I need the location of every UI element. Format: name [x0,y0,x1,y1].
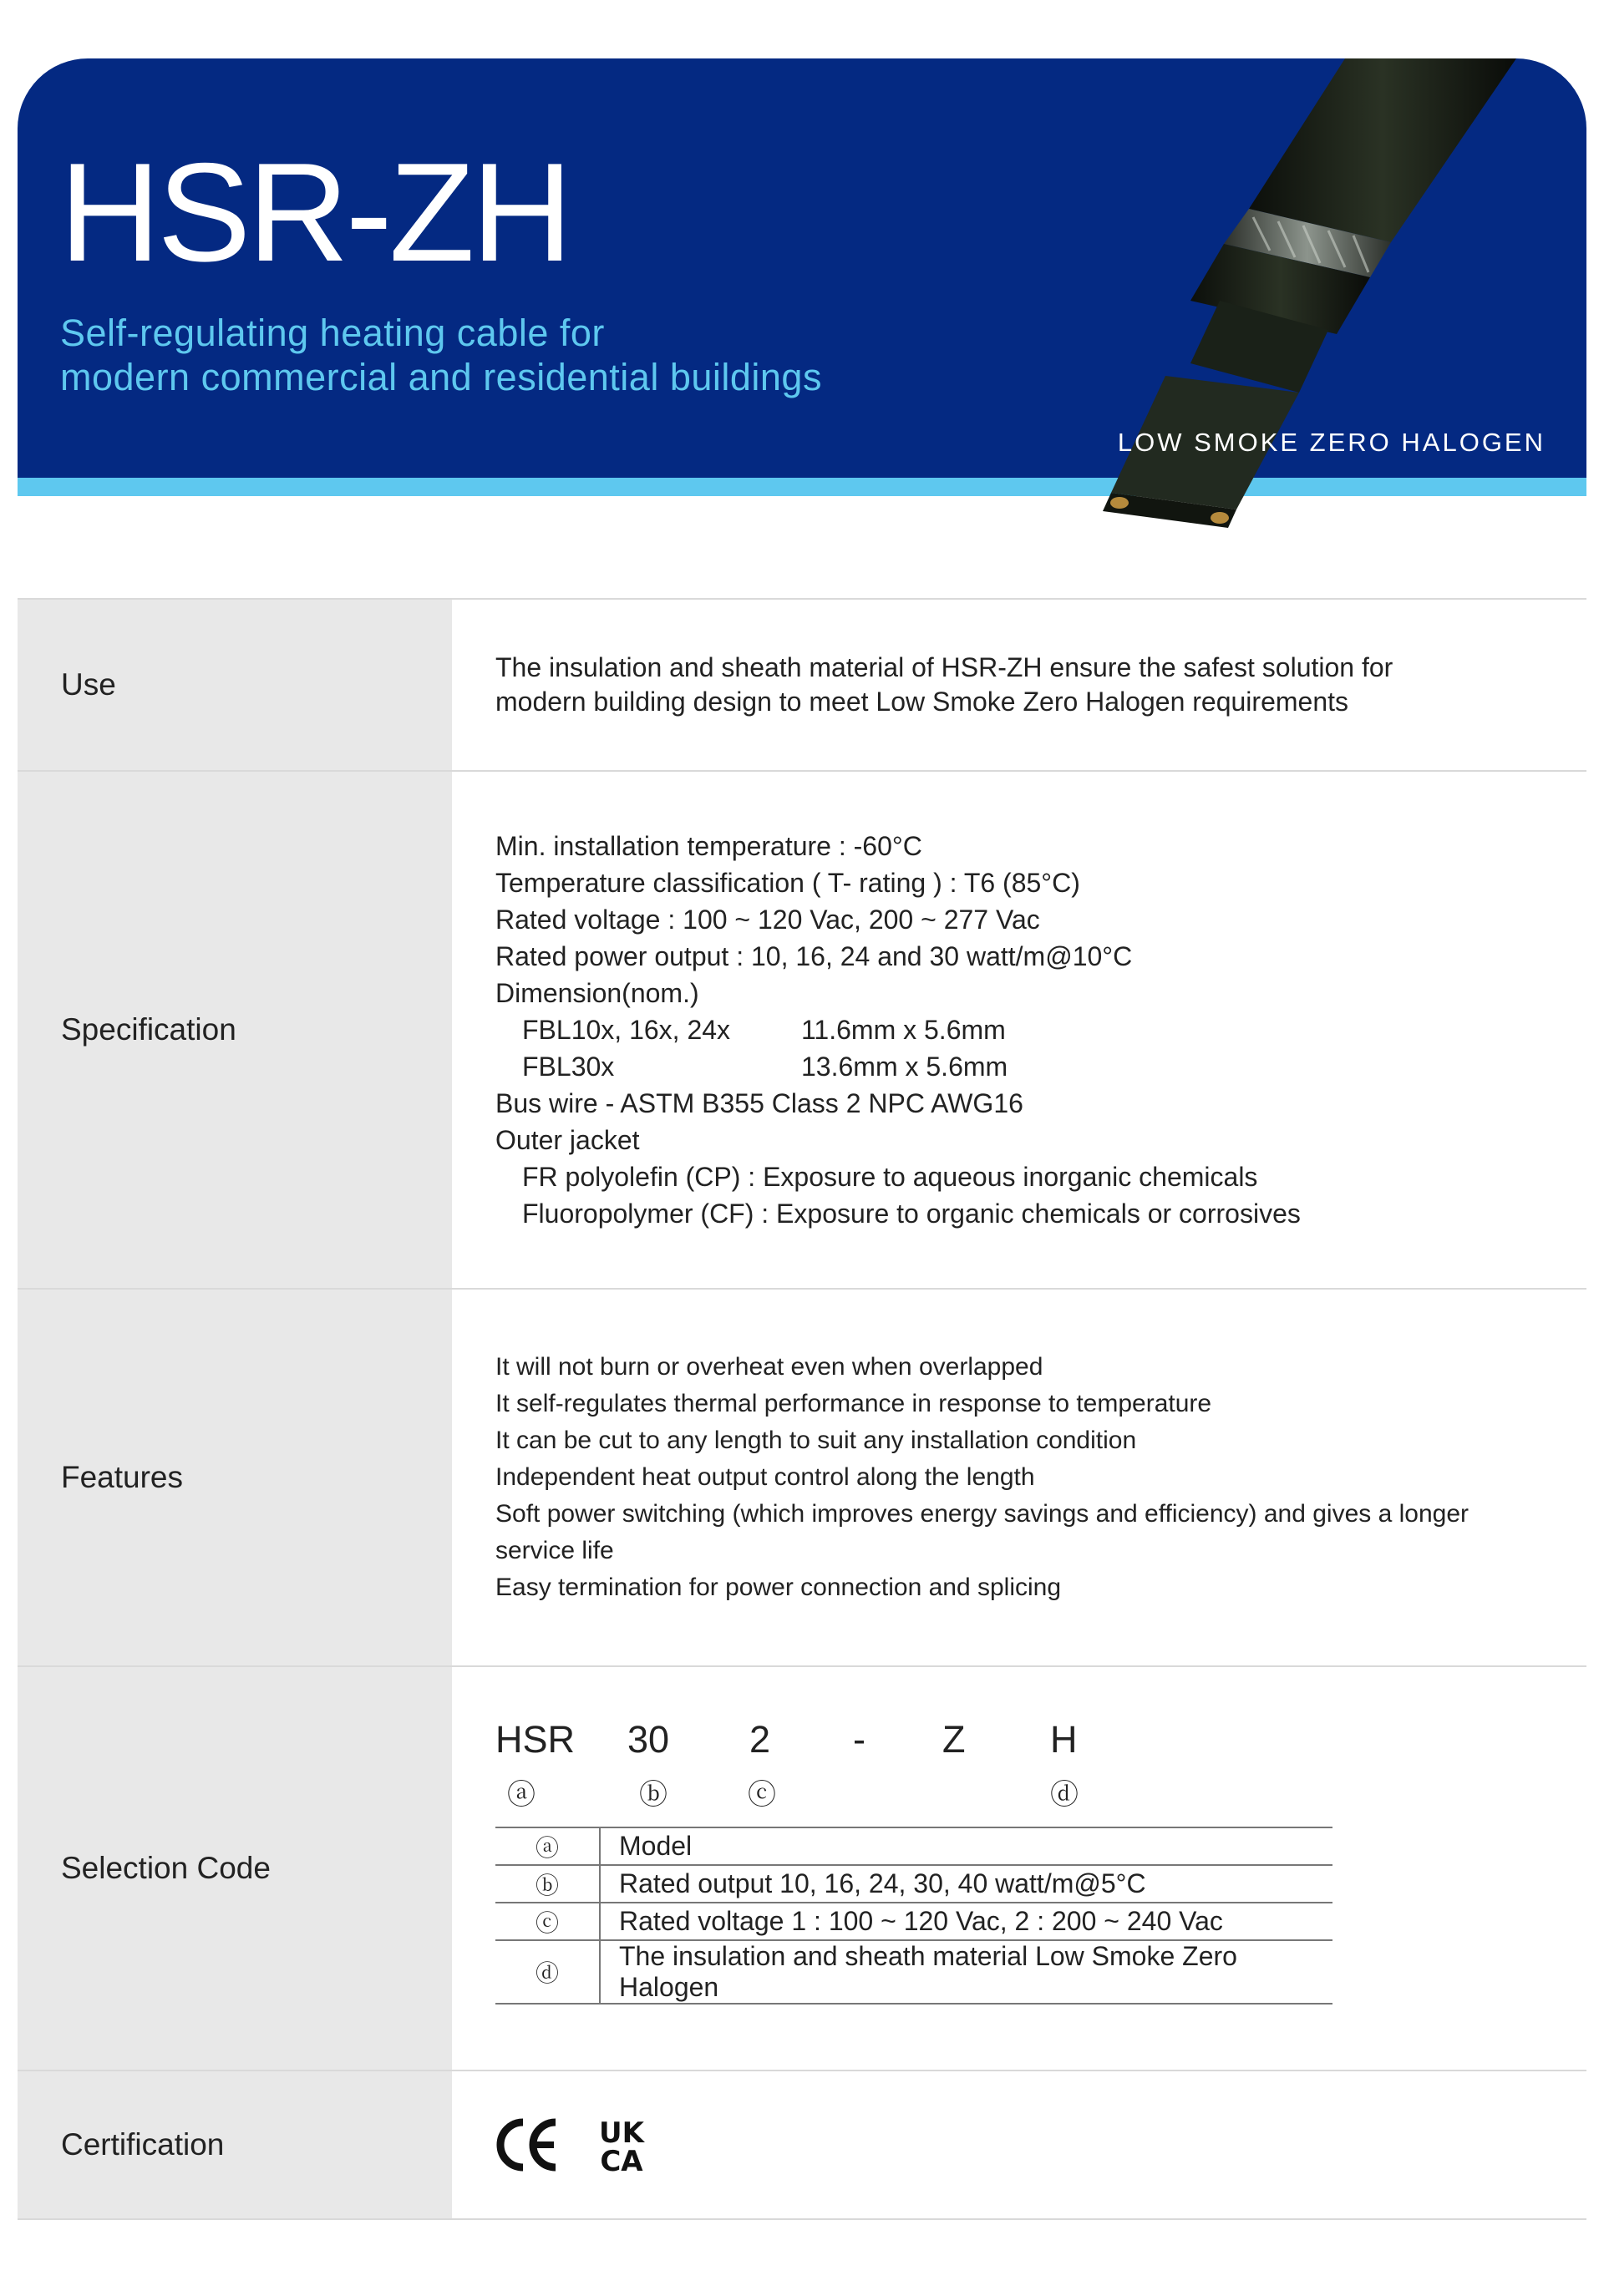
selection-code-table [495,1827,1332,2005]
table-cell-mark: ⓐ [495,1827,600,1865]
ukca-top-text: UK [599,2116,644,2150]
table-row [495,1865,1332,1903]
row-label-selection-code: Selection Code [18,1667,452,2070]
dimension-size: 13.6mm x 5.6mm [801,1052,1008,1082]
table-row [495,1903,1332,1940]
dimension-size: 11.6mm x 5.6mm [801,1015,1006,1045]
feature-line: Independent heat output control along the length [495,1463,1035,1491]
table-cell-desc: Rated voltage 1 : 100 ~ 120 Vac, 2 : 200 ~ 240 Vac [619,1906,1223,1936]
table-row [495,1827,1332,1865]
table-cell-mark: ⓒ [495,1903,600,1940]
row-label-features: Features [18,1290,452,1665]
spec-rated-voltage: Rated voltage : 100 ~ 120 Vac, 200 ~ 277 Vac [495,905,1040,935]
ce-mark-icon [495,2117,559,2172]
dimension-model: FBL10x, 16x, 24x [522,1015,731,1045]
dimension-row [495,1011,1586,1048]
code-part-output: 30 [627,1718,670,1761]
row-specification [18,770,1586,1288]
code-part-h: H [1050,1718,1078,1761]
code-mark-a: ⓐ [507,1779,536,1811]
row-content-certification [452,2071,1586,2218]
ukca-bottom-text: CA [600,2145,643,2174]
heating-cable-image [969,58,1604,576]
use-line: The insulation and sheath material of HSR-ZH ensure the safest solution for [495,652,1393,682]
feature-line: Easy termination for power connection and splicing [495,1574,1062,1601]
row-label-use: Use [18,600,452,770]
subtitle-line-2: modern commercial and residential buildings [60,356,822,398]
row-use [18,598,1586,770]
code-mark-b: ⓑ [639,1779,667,1811]
row-content-features [452,1290,1586,1665]
spec-t-rating: Temperature classification ( T- rating ) : T6 (85°C) [495,868,1080,898]
spec-outer-jacket-heading: Outer jacket [495,1125,640,1155]
row-certification [18,2070,1586,2220]
code-mark-d: ⓓ [1050,1779,1079,1811]
row-content-specification [452,772,1586,1288]
table-cell-mark: ⓑ [495,1865,600,1903]
row-selection-code [18,1665,1586,2070]
code-part-dash: - [853,1718,865,1761]
feature-line: It can be cut to any length to suit any installation condition [495,1427,1137,1454]
row-features [18,1288,1586,1665]
subtitle-line-1: Self-regulating heating cable for [60,312,605,354]
spec-min-temp: Min. installation temperature : -60°C [495,831,922,861]
feature-line: It self-regulates thermal performance in response to temperature [495,1390,1212,1417]
row-content-use [452,600,1586,770]
table-cell-mark: ⓓ [495,1940,600,2004]
product-title: HSR-ZH [59,134,570,291]
code-part-model: HSR [495,1718,576,1761]
table-row [495,1940,1332,2004]
spec-jacket-cf: Fluoropolymer (CF) : Exposure to organic chemicals or corrosives [522,1199,1301,1229]
use-line: modern building design to meet Low Smoke Zero Halogen requirements [495,687,1348,717]
product-subtitle [60,311,822,399]
dimension-model: FBL30x [522,1052,615,1082]
table-cell-desc: Model [619,1831,693,1861]
spec-table [18,598,1586,2220]
code-part-voltage: 2 [749,1718,771,1761]
row-label-certification: Certification [18,2071,452,2218]
row-label-specification: Specification [18,772,452,1288]
tagline: LOW SMOKE ZERO HALOGEN [1117,428,1546,457]
table-cell-desc: The insulation and sheath material Low Smoke Zero Halogen [619,1941,1237,2002]
table-cell-desc: Rated output 10, 16, 24, 30, 40 watt/m@5°C [619,1868,1146,1898]
spec-bus-wire: Bus wire - ASTM B355 Class 2 NPC AWG16 [495,1088,1023,1118]
spec-dimension-heading: Dimension(nom.) [495,978,699,1008]
code-part-z: Z [942,1718,966,1761]
features-list [495,1349,1586,1606]
feature-line: service life [495,1537,614,1564]
spec-list [495,828,1586,1232]
dimension-row [495,1048,1586,1085]
use-text [495,651,1586,719]
spec-jacket-cp: FR polyolefin (CP) : Exposure to aqueous inorganic chemicals [522,1162,1258,1192]
feature-line: It will not burn or overheat even when overlapped [495,1353,1043,1381]
ukca-mark-icon [592,2116,651,2174]
feature-line: Soft power switching (which improves energy savings and efficiency) and gives a longer [495,1500,1469,1528]
certification-logos [495,2116,1586,2174]
selection-code-diagram [495,1718,1586,2019]
row-content-selection-code [452,1667,1586,2070]
code-mark-c: ⓒ [748,1779,776,1811]
spec-rated-power: Rated power output : 10, 16, 24 and 30 watt/m@10°C [495,941,1133,971]
